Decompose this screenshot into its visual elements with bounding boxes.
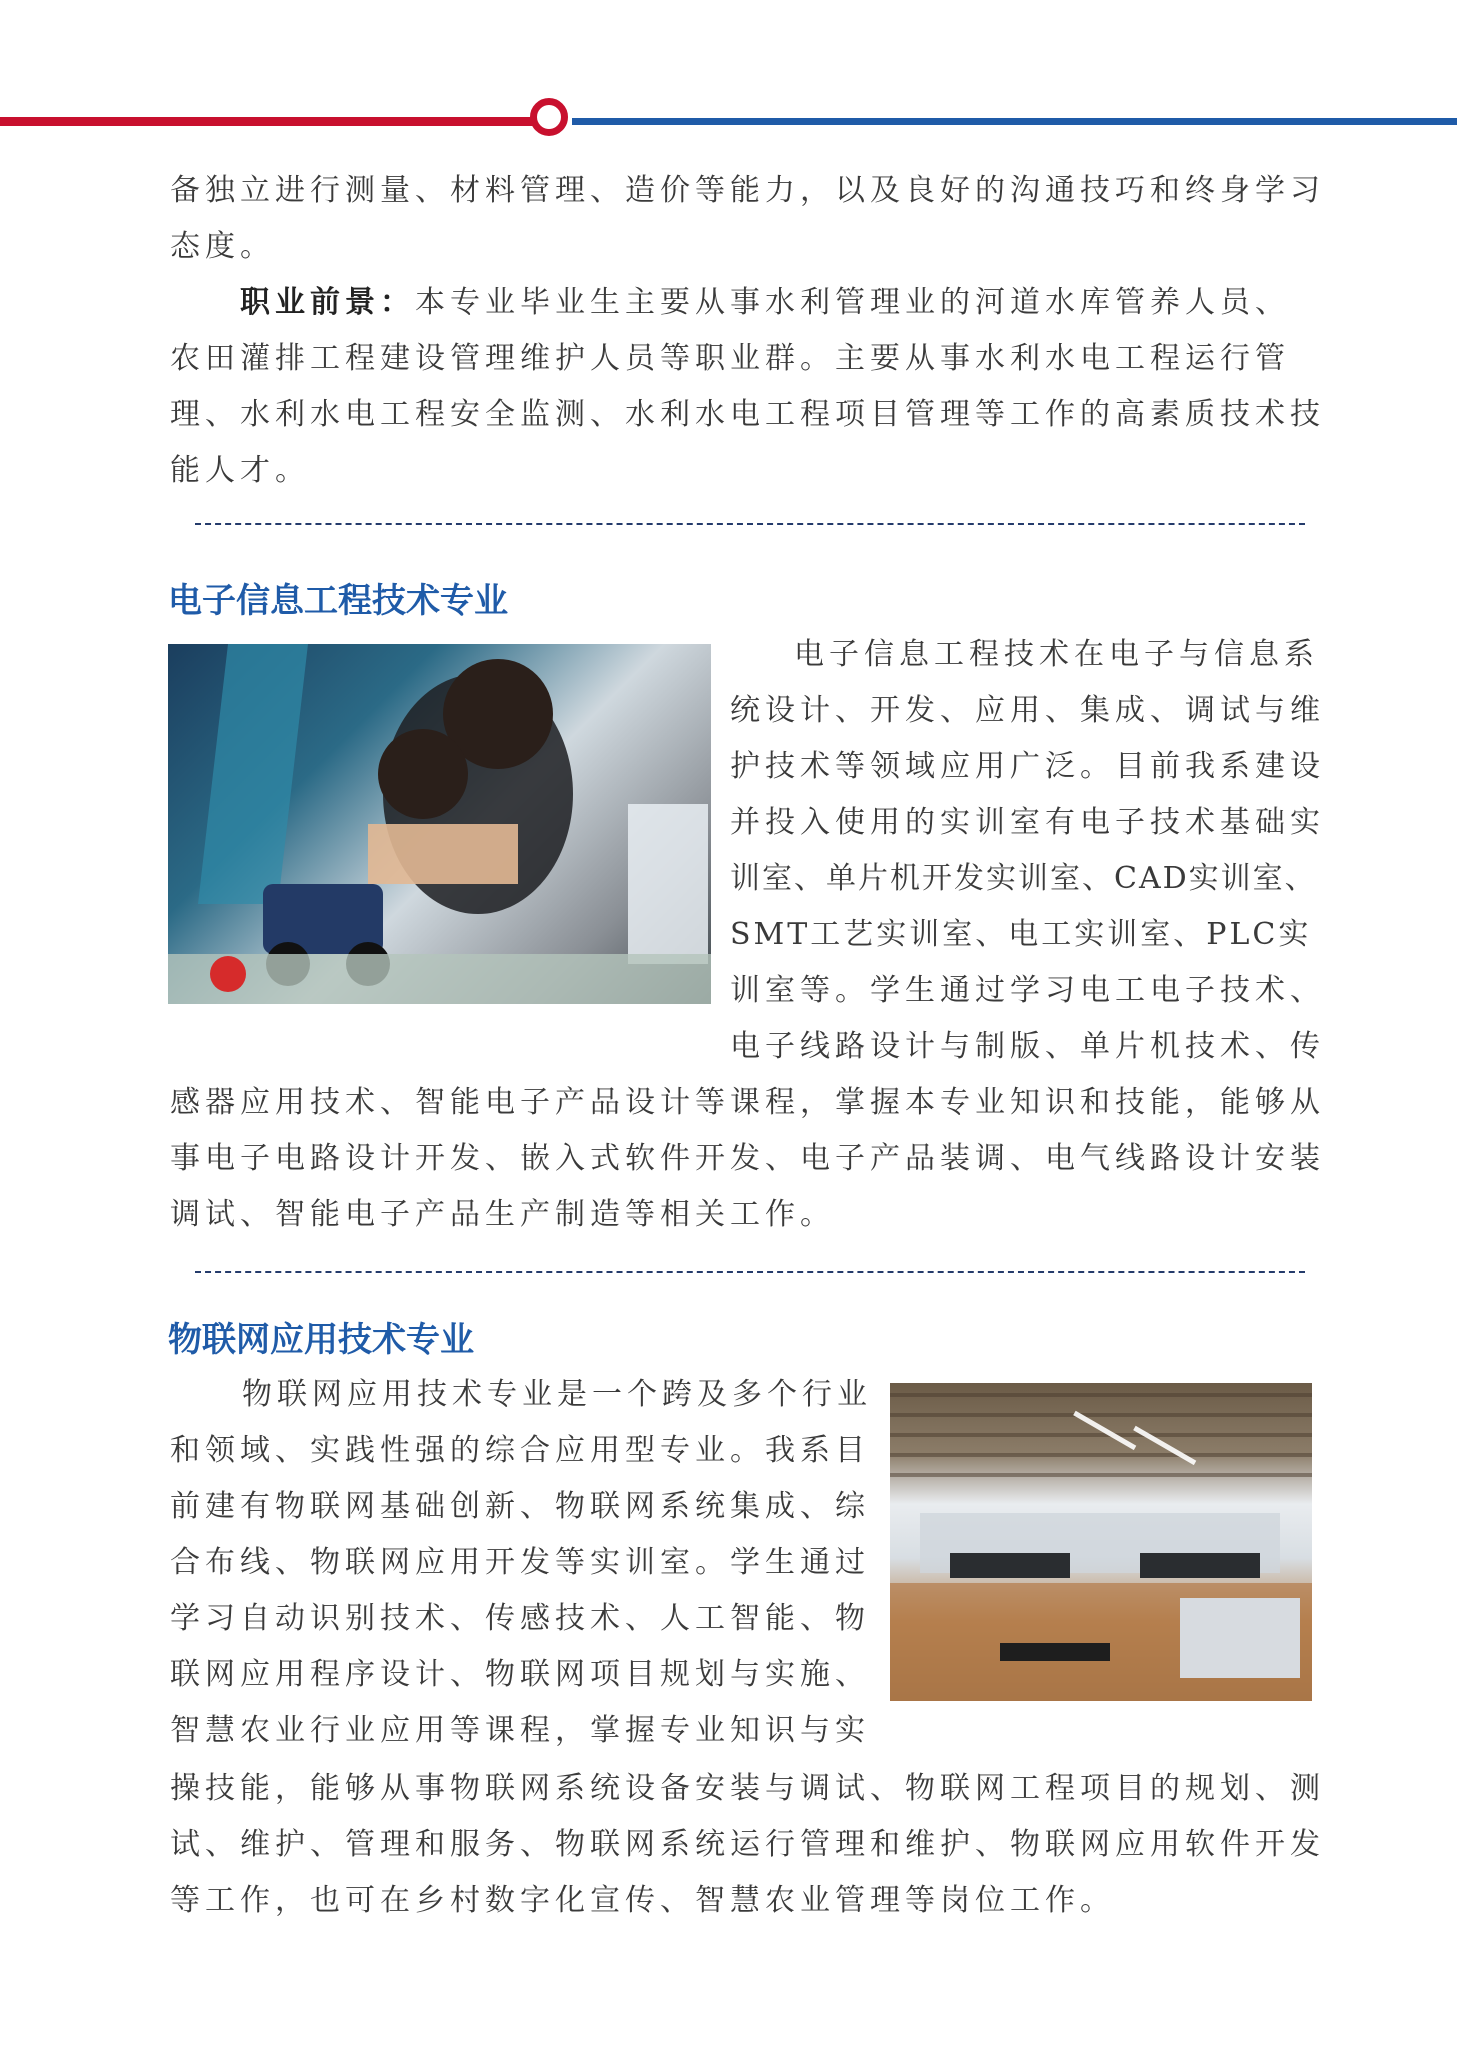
text-line: 前建有物联网基础创新、物联网系统集成、综: [170, 1489, 870, 1524]
text-line: 调试、智能电子产品生产制造等相关工作。: [170, 1197, 835, 1232]
text-line: 物联网应用技术专业是一个跨及多个行业: [242, 1377, 872, 1412]
text-line: 合布线、物联网应用开发等实训室。学生通过: [170, 1545, 870, 1580]
text-line: 训室等。学生通过学习电工电子技术、: [730, 973, 1325, 1008]
red-bar: [0, 117, 540, 126]
section1-paragraph: [170, 163, 1330, 275]
dashed-divider: [195, 1271, 1305, 1273]
text-line: 和领域、实践性强的综合应用型专业。我系目: [170, 1433, 870, 1468]
photo-illustration: [890, 1383, 1312, 1701]
text-line: 感器应用技术、智能电子产品设计等课程，掌握本专业知识和技能，能够从: [170, 1085, 1325, 1120]
text-line: 农田灌排工程建设管理维护人员等职业群。主要从事水利水电工程运行管: [170, 341, 1290, 376]
text-line: 备独立进行测量、材料管理、造价等能力，以及良好的沟通技巧和终身学习: [170, 173, 1325, 208]
photo-illustration: [168, 644, 711, 1004]
iot-left-paragraph: [170, 1367, 870, 1759]
text-line: [170, 275, 1330, 331]
electronic-info-full-paragraph: [170, 1075, 1330, 1243]
text-run: 本专业毕业生主要从事水利管理业的河道水库管养人员、: [415, 285, 1290, 320]
text-line: 态度。: [170, 229, 275, 264]
text-line: 统设计、开发、应用、集成、调试与维: [730, 693, 1325, 728]
text-line: 联网应用程序设计、物联网项目规划与实施、: [170, 1657, 870, 1692]
text-line: 并投入使用的实训室有电子技术基础实: [730, 805, 1325, 840]
electronic-info-right-paragraph: [730, 627, 1330, 1075]
students-robot-photo: [168, 644, 711, 1004]
dashed-divider: [195, 523, 1305, 525]
iot-full-paragraph: [170, 1761, 1330, 1929]
iot-lab-photo: [890, 1383, 1312, 1701]
text-line: 电子线路设计与制版、单片机技术、传: [730, 1029, 1325, 1064]
text-line: 能人才。: [170, 453, 310, 488]
top-decorative-bar: [0, 106, 1457, 136]
career-prospect-paragraph: [170, 275, 1330, 499]
text-line: 事电子电路设计开发、嵌入式软件开发、电子产品装调、电气线路设计安装: [170, 1141, 1325, 1176]
circle-ring-icon: [530, 98, 568, 136]
text-line: 电子信息工程技术在电子与信息系: [794, 637, 1319, 672]
text-line: 试、维护、管理和服务、物联网系统运行管理和维护、物联网应用软件开发: [170, 1827, 1325, 1862]
career-prospect-label: 职业前景：: [240, 285, 415, 320]
text-line: 操技能，能够从事物联网系统设备安装与调试、物联网工程项目的规划、测: [170, 1771, 1325, 1806]
text-line: 理、水利水电工程安全监测、水利水电工程项目管理等工作的高素质技术技: [170, 397, 1325, 432]
section-title-iot: 物联网应用技术专业: [168, 1320, 474, 1360]
text-line: SMT工艺实训室、电工实训室、PLC实: [730, 917, 1312, 952]
text-line: 护技术等领域应用广泛。目前我系建设: [730, 749, 1325, 784]
text-line: 学习自动识别技术、传感技术、人工智能、物: [170, 1601, 870, 1636]
blue-bar: [572, 118, 1457, 125]
section-title-electronic-info: 电子信息工程技术专业: [168, 581, 508, 621]
text-line: 等工作，也可在乡村数字化宣传、智慧农业管理等岗位工作。: [170, 1883, 1115, 1918]
text-line: 训室、单片机开发实训室、CAD实训室、: [730, 861, 1317, 896]
text-line: 智慧农业行业应用等课程，掌握专业知识与实: [170, 1713, 870, 1748]
